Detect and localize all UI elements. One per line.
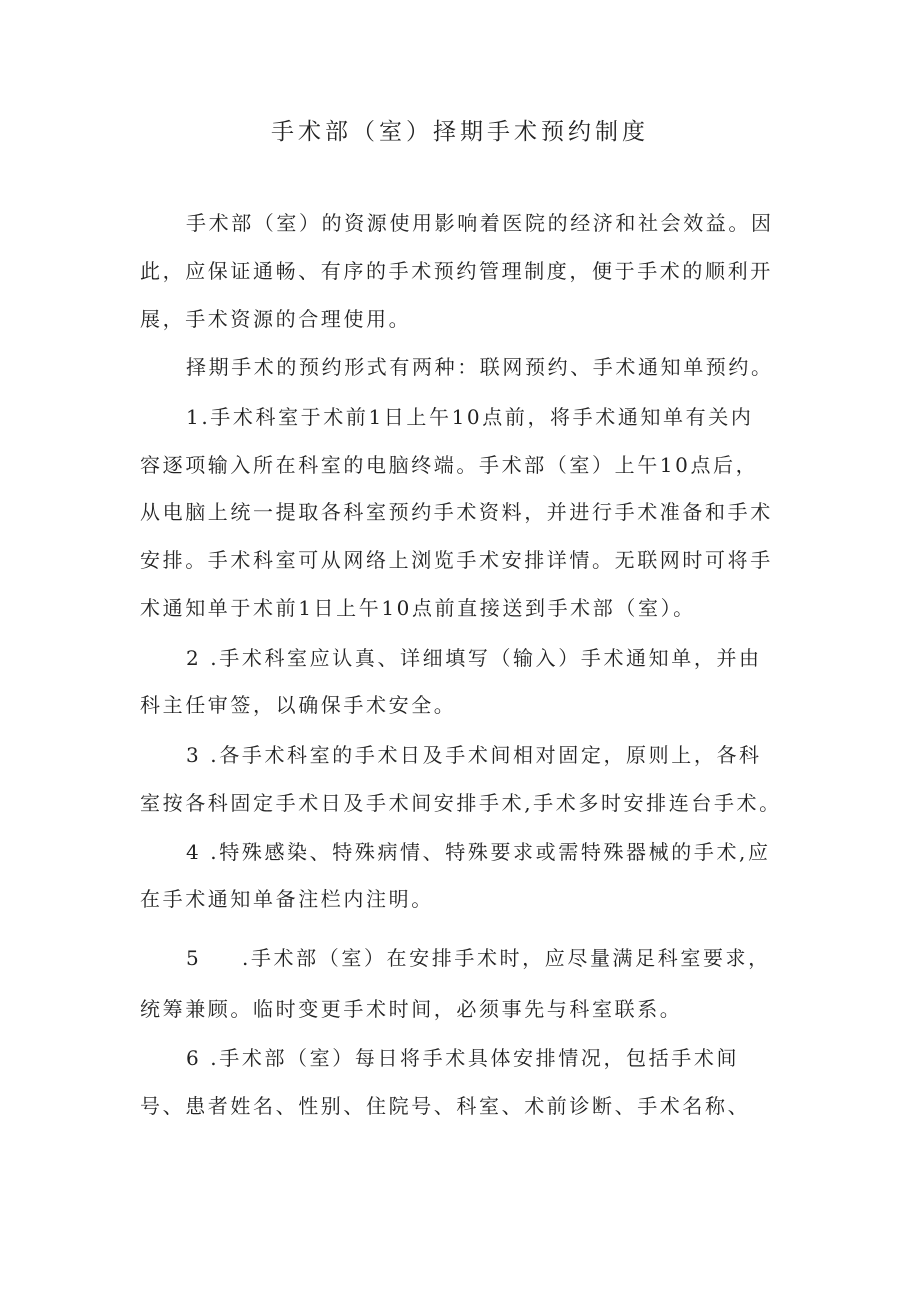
paragraph-line: 手术部（室）的资源使用影响着医院的经济和社会效益。因 [186, 211, 774, 235]
item-number: 5 [186, 946, 202, 970]
paragraph-line: 6 .手术部（室）每日将手术具体安排情况，包括手术间 [186, 1046, 740, 1070]
paragraph-line: 此，应保证通畅、有序的手术预约管理制度，便于手术的顺利开 [140, 259, 773, 283]
document-title: 手术部（室）择期手术预约制度 [271, 119, 649, 145]
paragraph-line: 4 .特殊感染、特殊病情、特殊要求或需特殊器械的手术,应 [186, 840, 771, 864]
paragraph-line: 科主任审签，以确保手术安全。 [140, 693, 457, 717]
paragraph-line: 室按各科固定手术日及手术间安排手术,手术多时安排连台手术。 [140, 791, 782, 815]
paragraph-line [186, 943, 771, 973]
paragraph-line: 术通知单于术前1日上午10点前直接送到手术部（室）。 [140, 596, 696, 620]
paragraph-line: 号、患者姓名、性别、住院号、科室、术前诊断、手术名称、 [140, 1094, 751, 1118]
paragraph-line: 从电脑上统一提取各科室预约手术资料，并进行手术准备和手术 [140, 500, 773, 524]
paragraph-line: 在手术通知单备注栏内注明。 [140, 887, 434, 911]
paragraph-line: 统筹兼顾。临时变更手术时间，必须事先与科室联系。 [140, 997, 683, 1021]
item-text: .手术部（室）在安排手术时，应尽量满足科室要求， [242, 946, 771, 970]
paragraph-line: 安排。手术科室可从网络上浏览手术安排详情。无联网时可将手 [140, 548, 773, 572]
paragraph-line: 3 .各手术科室的手术日及手术间相对固定，原则上，各科 [186, 743, 762, 767]
paragraph-line: 展，手术资源的合理使用。 [140, 307, 412, 331]
paragraph-line: 1.手术科室于术前1日上午10点前，将手术通知单有关内 [186, 405, 754, 429]
paragraph-line: 2 .手术科室应认真、详细填写（输入）手术通知单，并由 [186, 646, 762, 670]
paragraph-line: 择期手术的预约形式有两种：联网预约、手术通知单预约。 [186, 355, 774, 379]
paragraph-line: 容逐项输入所在科室的电脑终端。手术部（室）上午10点后， [140, 453, 759, 477]
